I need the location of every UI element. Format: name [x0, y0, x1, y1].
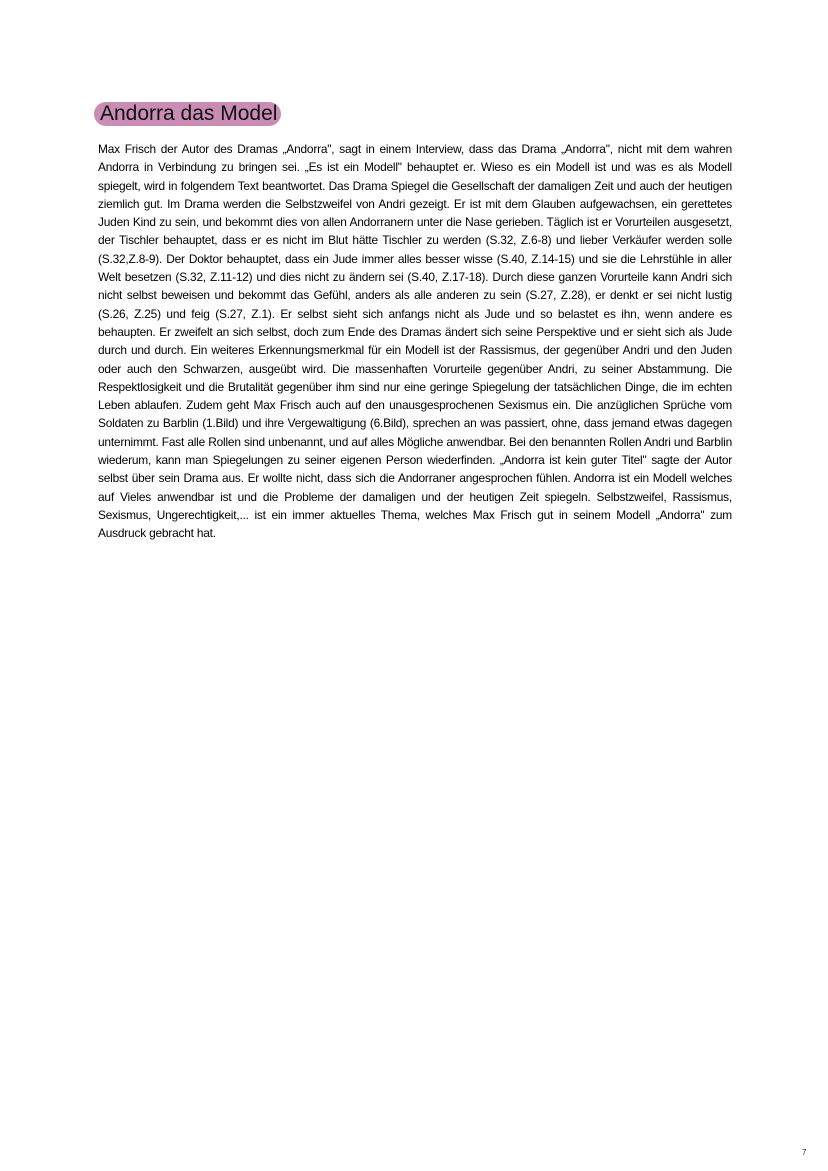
body-paragraph: Max Frisch der Autor des Dramas „Andorra", sagt in einem Interview, dass das Drama „Andorra", nicht mit dem wahren Andorra in Verbindung zu bringen sei. „Es ist ein Modell" behauptet er. Wieso es ein Modell ist und was es als Modell spiegelt, wird in folgendem Text beantwortet. Das Drama Spiegel die Gesellschaft der damaligen Zeit und auch der heutigen ziemlich gut. Im Drama werden die Selbstzweifel von Andri gezeigt. Er ist mit dem Glauben aufgewachsen, ein gerettetes Juden Kind zu sein, und bekommt dies von allen Andorranern unter die Nase gerieben. Täglich ist er Vorurteilen ausgesetzt, der Tischler behauptet, dass er es nicht im Blut hätte Tischler zu werden (S.32, Z.6-8) und lieber Verkäufer werden solle (S.32,Z.8-9). Der Doktor behauptet, dass ein Jude immer alles besser wisse (S.40, Z.14-15) und sie die Lehrstühle in aller Welt besetzen (S.32, Z.11-12) und dies nicht zu ändern sei (S.40, Z.17-18). Durch diese ganzen Vorurteile kann Andri sich nicht selbst beweisen und bekommt das Gefühl, anders als alle anderen zu sein (S.27, Z.28), er denkt er sei nicht lustig (S.26, Z.25) und feig (S.27, Z.1). Er selbst sieht sich anfangs nicht als Jude und so belastet es ihn, wenn andere es behaupten. Er zweifelt an sich selbst, doch zum Ende des Dramas ändert sich seine Perspektive und er sieht sich als Jude durch und durch. Ein weiteres Erkennungsmerkmal für ein Modell ist der Rassismus, der gegenüber Andri und den Juden oder auch den Schwarzen, ausgeübt wird. Die massenhaften Vorurteile gegenüber Andri, zu seiner Abstammung. Die Respektlosigkeit und die Brutalität gegenüber ihm sind nur eine geringe Spiegelung der tatsächlichen Dinge, die im echten Leben ablaufen. Zudem geht Max Frisch auch auf den unausgesprochenen Sexismus ein. Die anzüglichen Sprüche vom Soldaten zu Barblin (1.Bild) und ihre Vergewaltigung (6.Bild), sprechen an was passiert, ohne, dass jemand etwas dagegen unternimmt. Fast alle Rollen sind unbenannt, und auf alles Mögliche anwendbar. Bei den benannten Rollen Andri und Barblin wiederum, kann man Spiegelungen zu seiner eigenen Person wiederfinden. „Andorra ist kein guter Titel" sagte der Autor selbst über sein Drama aus. Er wollte nicht, dass sich die Andorraner angesprochen fühlen. Andorra ist ein Modell welches auf Vieles anwendbar ist und die Probleme der damaligen und der heutigen Zeit spiegeln. Selbstzweifel, Rassismus, Sexismus, Ungerechtigkeit,... ist ein immer aktuelles Thema, welches Max Frisch gut in seinem Modell „Andorra" zum Ausdruck gebracht hat.	[98, 142, 732, 541]
page-number: 7	[802, 1148, 807, 1157]
page-title: Andorra das Model	[94, 102, 281, 126]
